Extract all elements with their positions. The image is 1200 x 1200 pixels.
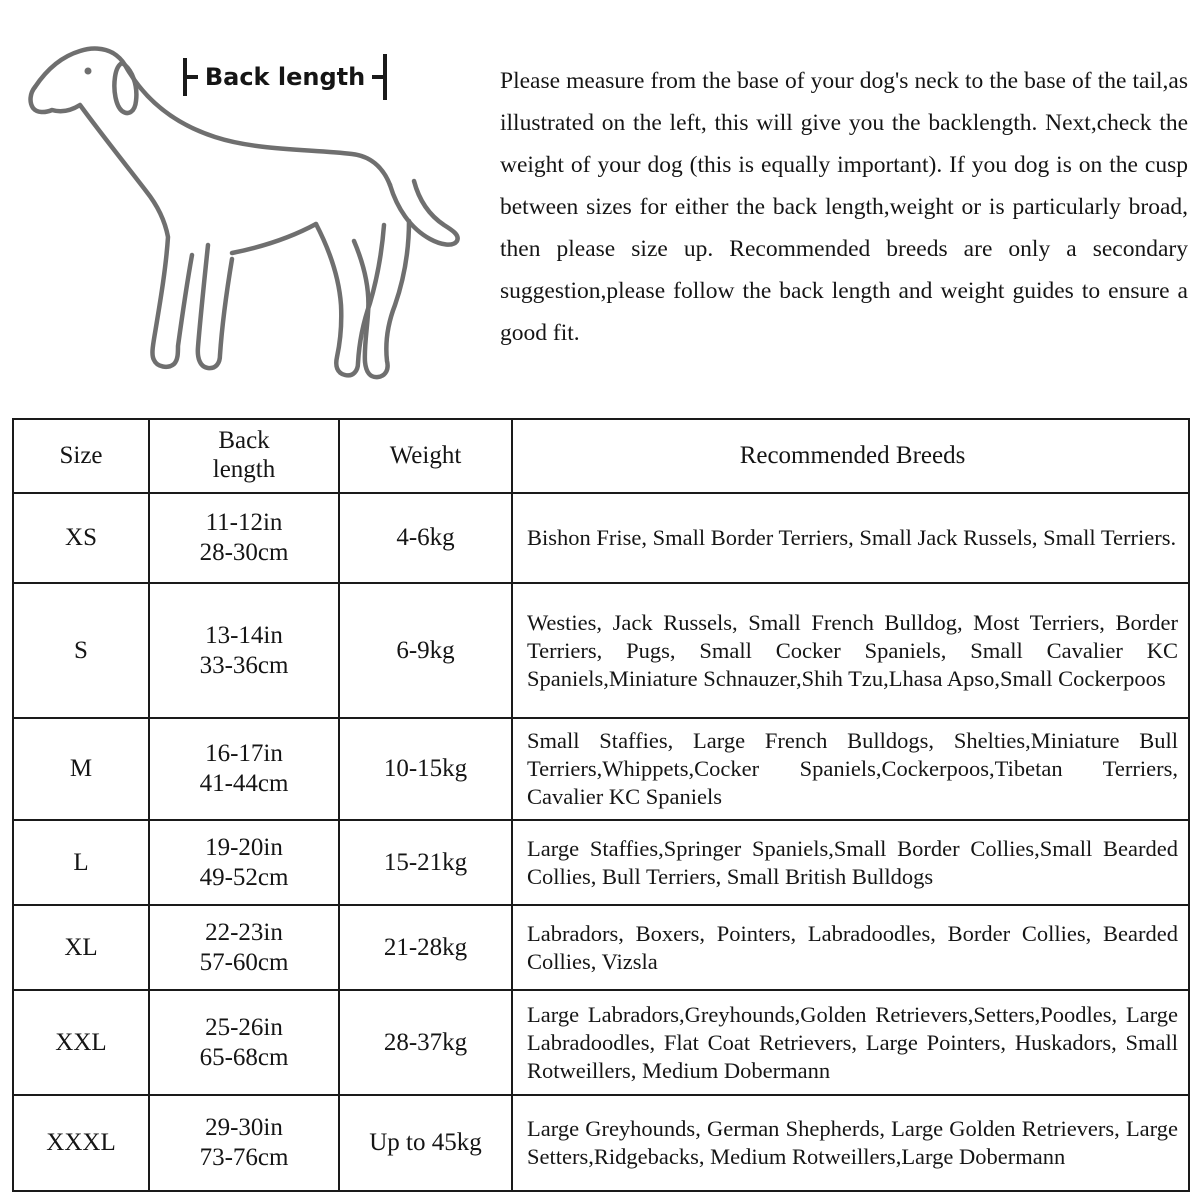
cell-size: XL xyxy=(13,905,149,990)
table-row-l xyxy=(13,820,1189,905)
dog-eye xyxy=(85,68,92,75)
header-back-length-line2: length xyxy=(212,456,276,483)
dog-belly xyxy=(232,224,316,253)
cell-weight: 21-28kg xyxy=(339,905,512,990)
cell-size: XS xyxy=(13,493,149,583)
dog-front-leg-far xyxy=(198,245,232,368)
header-size: Size xyxy=(13,419,149,493)
bracket-line-right xyxy=(372,75,383,79)
cell-back-length xyxy=(149,990,339,1095)
cell-weight: 6-9kg xyxy=(339,583,512,718)
cell-weight: Up to 45kg xyxy=(339,1095,512,1191)
back-length-cm: 28-30cm xyxy=(199,539,289,566)
cell-breeds: Small Staffies, Large French Bulldogs, Shelties,Miniature Bull Terriers,Whippets,Cocker Spaniels,Cockerpoos,Tibetan Terriers, Cavalier KC Spaniels xyxy=(512,718,1189,820)
header-weight: Weight xyxy=(339,419,512,493)
size-chart-table xyxy=(12,418,1190,1192)
cell-size: M xyxy=(13,718,149,820)
back-length-in: 19-20in xyxy=(205,833,283,861)
table-row-xxxl xyxy=(13,1095,1189,1191)
dog-rear-leg-near xyxy=(316,224,384,375)
table-row-xxl xyxy=(13,990,1189,1095)
dog-ear xyxy=(114,63,136,113)
back-length-cm: 65-68cm xyxy=(199,1043,289,1071)
cell-breeds: Labradors, Boxers, Pointers, Labradoodles, Border Collies, Bearded Collies, Vizsla xyxy=(512,905,1189,990)
table-row-s xyxy=(13,583,1189,718)
back-length-label: Back length xyxy=(204,63,366,91)
back-length-in: 29-30in xyxy=(205,1114,283,1141)
cell-weight: 28-37kg xyxy=(339,990,512,1095)
header-back-length xyxy=(149,419,339,493)
back-length-cm: 33-36cm xyxy=(199,651,289,679)
cell-weight: 10-15kg xyxy=(339,718,512,820)
cell-weight: 4-6kg xyxy=(339,493,512,583)
cell-back-length xyxy=(149,718,339,820)
back-length-cm: 73-76cm xyxy=(199,1144,289,1171)
back-length-cm: 41-44cm xyxy=(199,770,289,797)
cell-weight: 15-21kg xyxy=(339,820,512,905)
header-recommended-breeds: Recommended Breeds xyxy=(512,419,1189,493)
bracket-right-tick xyxy=(383,54,387,100)
back-length-in: 22-23in xyxy=(205,918,283,946)
back-length-in: 25-26in xyxy=(205,1013,283,1041)
bracket-line-left xyxy=(187,75,198,79)
cell-size: XXXL xyxy=(13,1095,149,1191)
back-length-cm: 49-52cm xyxy=(199,863,289,891)
dog-tail xyxy=(390,181,458,245)
cell-back-length xyxy=(149,493,339,583)
measuring-instructions: Please measure from the base of your dog's neck to the base of the tail,as illustrated on the left, this will give you the backlength. Next,check the weight of your dog (this is equally important). If you dog is on the cusp between sizes for either the back length,weight or is particularly broad, then please size up. Recommended breeds are only a secondary suggestion,please follow the back length and weight guides to ensure a good fit. xyxy=(500,67,1188,346)
cell-size: XXL xyxy=(13,990,149,1095)
header-back-length-line1: Back xyxy=(218,427,270,455)
cell-breeds: Large Greyhounds, German Shepherds, Large Golden Retrievers, Large Setters,Ridgebacks, Medium Rotweillers,Large Dobermann xyxy=(512,1095,1189,1191)
back-length-annotation xyxy=(183,52,387,102)
cell-back-length xyxy=(149,583,339,718)
cell-back-length xyxy=(149,905,339,990)
back-length-in: 13-14in xyxy=(205,621,283,649)
cell-breeds: Large Labradors,Greyhounds,Golden Retrievers,Setters,Poodles, Large Labradoodles, Flat Coat Retrievers, Large Pointers, Huskadors, Small Rotweillers, Medium Dobermann xyxy=(512,990,1189,1095)
cell-back-length xyxy=(149,820,339,905)
table-row-xl xyxy=(13,905,1189,990)
cell-breeds: Westies, Jack Russels, Small French Bulldog, Most Terriers, Border Terriers, Pugs, Small Cocker Spaniels, Small Cavalier KC Spaniels,Miniature Schnauzer,Shih Tzu,Lhasa Apso,Small Cockerpoos xyxy=(512,583,1189,718)
table-header-row xyxy=(13,419,1189,493)
table-row-m xyxy=(13,718,1189,820)
cell-breeds: Bishon Frise, Small Border Terriers, Small Jack Russels, Small Terriers. xyxy=(512,493,1189,583)
cell-breeds: Large Staffies,Springer Spaniels,Small Border Collies,Small Bearded Collies, Bull Terriers, Small British Bulldogs xyxy=(512,820,1189,905)
cell-size: L xyxy=(13,820,149,905)
cell-size: S xyxy=(13,583,149,718)
dog-outline-front xyxy=(31,87,192,367)
back-length-in: 16-17in xyxy=(205,740,283,767)
table-row-xs xyxy=(13,493,1189,583)
back-length-in: 11-12in xyxy=(205,509,283,536)
cell-back-length xyxy=(149,1095,339,1191)
back-length-cm: 57-60cm xyxy=(199,948,289,976)
